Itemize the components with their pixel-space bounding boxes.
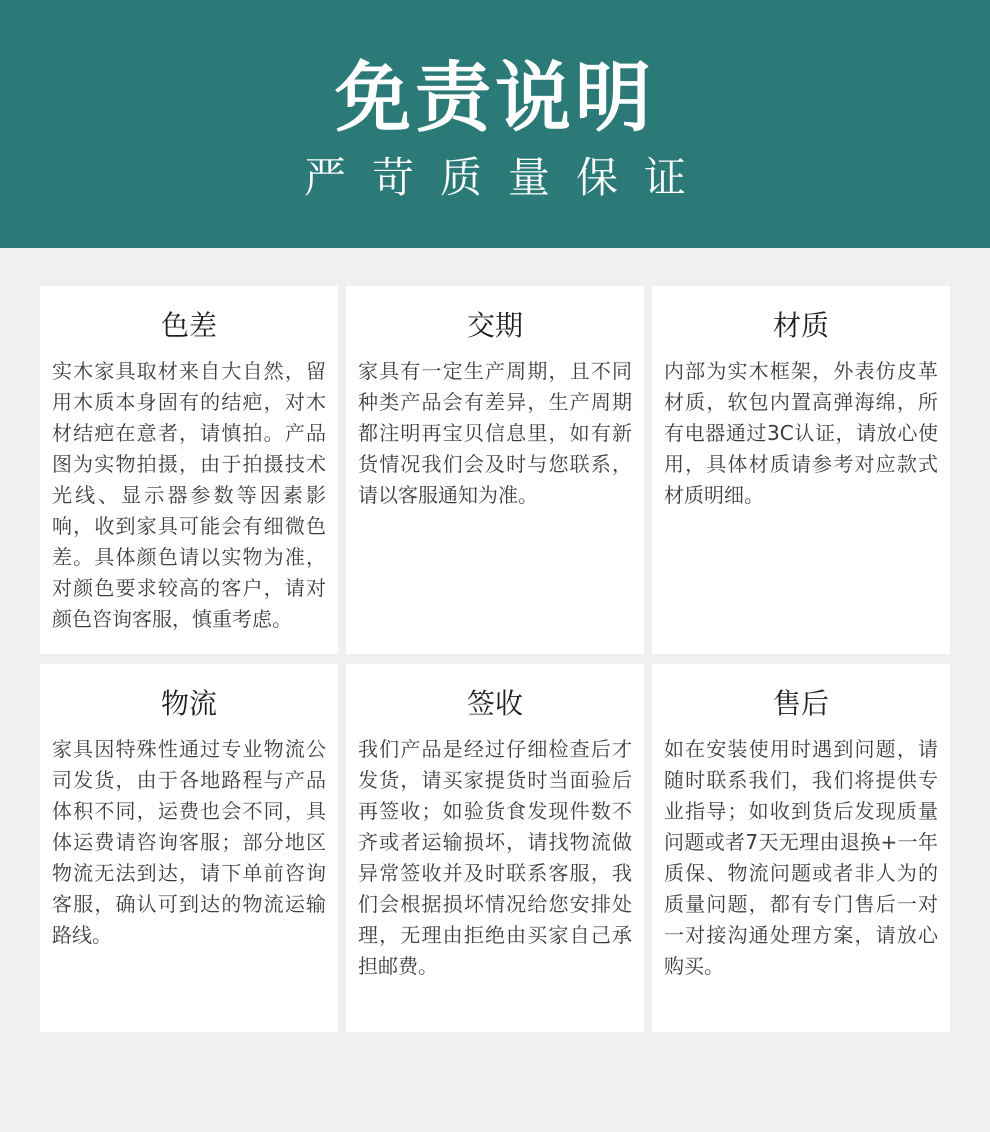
card-body: 我们产品是经过仔细检查后才发货，请买家提货时当面验后再签收；如验货食发现件数不齐或者运输损坏，请找物流做异常签收并及时联系客服，我们会根据损坏情况给您安排处理，无理由拒绝由买家自己承担邮费。 <box>358 737 632 978</box>
card-receipt <box>346 664 644 1032</box>
card-material <box>652 286 950 654</box>
card-body: 家具有一定生产周期，且不同种类产品会有差异，生产周期都注明再宝贝信息里，如有新货情况我们会及时与您联系，请以客服通知为准。 <box>358 359 632 507</box>
card-delivery-time <box>346 286 644 654</box>
card-body: 家具因特殊性通过专业物流公司发货，由于各地路程与产品体积不同，运费也会不同，具体运费请咨询客服；部分地区物流无法到达，请下单前咨询客服，确认可到达的物流运输路线。 <box>52 737 326 947</box>
card-color-difference <box>40 286 338 654</box>
card-title: 售后 <box>772 687 829 720</box>
card-after-sales <box>652 664 950 1032</box>
card-logistics <box>40 664 338 1032</box>
card-body: 内部为实木框架，外表仿皮革材质，软包内置高弹海绵，所有电器通过3C认证，请放心使用，具体材质请参考对应款式材质明细。 <box>664 359 938 507</box>
page-title: 免责说明 <box>335 53 655 142</box>
card-title: 交期 <box>466 309 523 342</box>
card-body: 如在安装使用时遇到问题，请随时联系我们，我们将提供专业指导；如收到货后发现质量问题或者7天无理由退换+一年质保、物流问题或者非人为的质量问题，都有专门售后一对一对接沟通处理方案，请放心购买。 <box>664 737 938 978</box>
header-banner <box>0 0 990 248</box>
card-title: 物流 <box>160 687 217 720</box>
card-title: 签收 <box>466 687 523 720</box>
page-subtitle: 严苛质量保证 <box>303 153 712 202</box>
card-title: 色差 <box>160 309 217 342</box>
card-title: 材质 <box>772 309 829 342</box>
card-body: 实木家具取材来自大自然，留用木质本身固有的结疤，对木材结疤在意者，请慎拍。产品图为实物拍摄，由于拍摄技术光线、显示器参数等因素影响，收到家具可能会有细微色差。具体颜色请以实物为准，对颜色要求较高的客户，请对颜色咨询客服，慎重考虑。 <box>52 359 326 631</box>
